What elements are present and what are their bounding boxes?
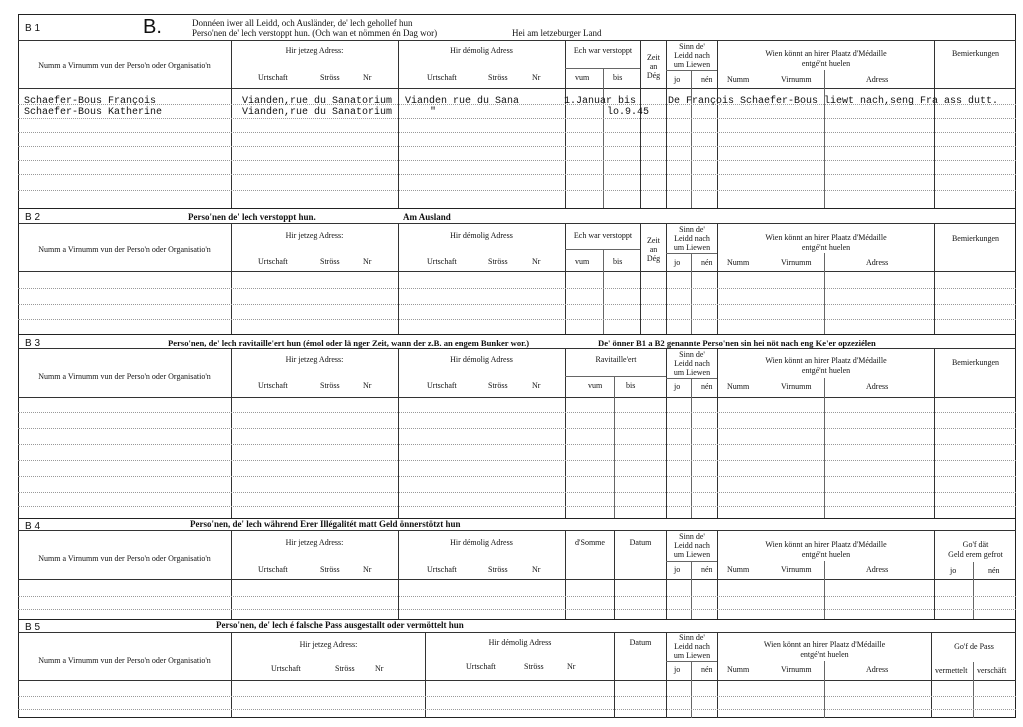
section-divider <box>18 619 1016 620</box>
col-line <box>691 70 692 208</box>
col-medal-2: entgé'nt huelen <box>801 366 851 375</box>
col-street: Ströss <box>320 381 340 390</box>
form-letter-b: B. <box>143 16 162 38</box>
col-medal-first: Virnumm <box>781 565 812 574</box>
col-medal-first: Virnumm <box>781 258 812 267</box>
col-time-1: Zeit <box>647 236 660 245</box>
col-no: nén <box>701 75 713 84</box>
col-line <box>824 561 825 619</box>
section-b3-label: B 3 <box>25 338 41 349</box>
col-yes: jo <box>674 258 681 267</box>
col-purpose-3: um Liewen <box>673 243 711 252</box>
subheader-line <box>666 378 717 379</box>
entry-from: 1.Januar bis <box>564 96 637 107</box>
divider <box>18 632 1016 633</box>
col-nr: Nr <box>375 664 384 673</box>
subheader-line <box>565 249 640 250</box>
col-no: nén <box>988 566 1000 575</box>
col-from: vum <box>575 73 590 82</box>
col-town: Urtschaft <box>427 73 457 82</box>
col-current-address: Hir jetzeg Adress: <box>285 46 344 55</box>
divider <box>18 271 1016 272</box>
col-town: Urtschaft <box>258 257 288 266</box>
col-date: Datum <box>629 638 652 647</box>
col-time-3: Dég <box>646 71 661 80</box>
col-street: Ströss <box>320 565 340 574</box>
col-line <box>691 561 692 619</box>
col-remarks: Bemierkungen <box>951 49 1000 58</box>
col-line <box>603 249 604 334</box>
col-medal-name: Numm <box>727 665 750 674</box>
entry-name-2: Schaefer-Bous Katherine <box>24 107 163 118</box>
col-from: vum <box>588 381 603 390</box>
divider <box>18 40 1016 41</box>
col-nr: Nr <box>363 73 372 82</box>
col-medal-address: Adress <box>866 665 889 674</box>
col-line <box>603 68 604 208</box>
col-line <box>398 40 399 208</box>
col-remarks: Bemierkungen <box>951 234 1000 243</box>
row-line <box>18 190 1016 191</box>
col-passed: vermettelt <box>935 666 968 675</box>
col-no: nén <box>701 382 713 391</box>
entry-note: De François Schaefer-Bous liewt nach,seng Fra ass dutt. <box>668 96 999 107</box>
section-b2-subtitle: Am Ausland <box>403 212 451 222</box>
col-medal-name: Numm <box>727 75 750 84</box>
section-b4-title: Perso'nen, de' lech während Erer Illégalitét matt Geld önnerstötzt hun <box>190 519 461 529</box>
col-medal-name: Numm <box>727 565 750 574</box>
row-line <box>18 319 1016 320</box>
col-street: Ströss <box>524 662 544 671</box>
row-line <box>18 132 1016 133</box>
subheader-line <box>666 661 717 662</box>
col-former-address: Hir démolig Adress <box>450 46 513 55</box>
col-line <box>691 378 692 518</box>
col-passport: Go'f de Pass <box>954 642 994 651</box>
row-line <box>18 709 1016 710</box>
row-line <box>18 304 1016 305</box>
col-time-2: an <box>649 62 658 71</box>
col-street: Ströss <box>488 381 508 390</box>
col-purpose-1: Sinn de' <box>679 532 705 541</box>
col-street: Ströss <box>335 664 355 673</box>
row-line <box>18 118 1016 119</box>
entry-to: lo.9.45 <box>607 107 650 118</box>
subheader-line <box>565 376 666 377</box>
section-b2-label: B 2 <box>25 212 41 223</box>
col-former-address: Hir démolig Adress <box>450 538 513 547</box>
section-b1-label: B 1 <box>25 23 41 34</box>
col-street: Ströss <box>488 565 508 574</box>
col-nr: Nr <box>363 381 372 390</box>
col-line <box>691 253 692 334</box>
divider <box>18 397 1016 398</box>
col-purpose-3: um Liewen <box>673 550 711 559</box>
col-to: bis <box>613 257 623 266</box>
row-line <box>18 444 1016 445</box>
col-purpose-1: Sinn de' <box>679 633 705 642</box>
col-line <box>824 253 825 334</box>
row-line <box>18 146 1016 147</box>
col-town: Urtschaft <box>427 381 457 390</box>
section-b4-label: B 4 <box>25 521 41 532</box>
col-line <box>973 562 974 619</box>
col-yes: jo <box>950 566 957 575</box>
col-purpose-2: Leidd nach <box>674 541 710 550</box>
col-no: nén <box>701 665 713 674</box>
col-street: Ströss <box>320 257 340 266</box>
row-line <box>18 596 1016 597</box>
row-line <box>18 174 1016 175</box>
col-street: Ströss <box>488 257 508 266</box>
col-hidden: Ech war verstoppt <box>573 46 633 55</box>
col-town: Urtschaft <box>466 662 496 671</box>
col-purpose-2: Leidd nach <box>674 359 710 368</box>
col-time-2: an <box>649 245 658 254</box>
entry-name-1: Schaefer-Bous François <box>24 96 157 107</box>
row-line <box>18 609 1016 610</box>
section-divider <box>18 334 1016 335</box>
col-yes: jo <box>674 75 681 84</box>
col-medal-name: Numm <box>727 382 750 391</box>
col-medal-1: Wien könnt an hirer Plaatz d'Médaille <box>765 540 887 549</box>
col-yes: jo <box>674 382 681 391</box>
section-b3-subtitle: De' önner B1 a B2 genannte Perso'nen sin hei nöt nach eng Ke'er opzeziélen <box>598 338 876 348</box>
col-name-header: Numm a Virnumm vun der Perso'n oder Organisatio'n <box>38 656 211 665</box>
col-purpose-2: Leidd nach <box>674 642 710 651</box>
col-money-1: Go'f dät <box>962 540 989 549</box>
col-hidden: Ech war verstoppt <box>573 231 633 240</box>
col-name-header: Numm a Virnumm vun der Perso'n oder Organisatio'n <box>38 372 211 381</box>
col-purpose-1: Sinn de' <box>679 42 705 51</box>
col-line <box>824 378 825 518</box>
header-location: Hei am letzeburger Land <box>512 28 602 38</box>
col-line <box>824 70 825 208</box>
subheader-line <box>666 561 717 562</box>
col-medal-1: Wien könnt an hirer Plaatz d'Médaille <box>765 356 887 365</box>
header-line-2: Perso'nen de' lech verstoppt hun. (Och wan et nömmen én Dag wor) <box>192 28 438 38</box>
col-line <box>614 376 615 518</box>
col-name-header: Numm a Virnumm vun der Perso'n oder Organisatio'n <box>38 61 211 70</box>
divider <box>18 579 1016 580</box>
col-sum: d'Somme <box>575 538 605 547</box>
col-time-1: Zeit <box>647 53 660 62</box>
col-current-address: Hir jetzeg Adress: <box>285 538 344 547</box>
col-former-address: Hir démolig Adress <box>450 231 513 240</box>
col-medal-1: Wien könnt an hirer Plaatz d'Médaille <box>763 640 886 649</box>
col-nr: Nr <box>532 257 541 266</box>
row-line <box>18 506 1016 507</box>
section-divider <box>18 208 1016 209</box>
subheader-line <box>565 68 640 69</box>
divider <box>18 223 1016 224</box>
col-line <box>231 40 232 208</box>
col-line <box>565 40 566 208</box>
divider <box>18 530 1016 531</box>
col-town: Urtschaft <box>258 381 288 390</box>
col-current-address: Hir jetzeg Adress: <box>299 640 358 649</box>
col-forged: verschäft <box>977 666 1007 675</box>
col-former-address: Hir démolig Adress <box>450 355 513 364</box>
col-date: Datum <box>629 538 652 547</box>
col-medal-address: Adress <box>866 75 889 84</box>
col-nr: Nr <box>532 73 541 82</box>
col-purpose-1: Sinn de' <box>679 350 705 359</box>
section-b5-title: Perso'nen, de' lech é falsche Pass ausgestallt oder vermöttelt hun <box>216 620 464 630</box>
col-purpose-3: um Liewen <box>673 368 711 377</box>
section-b2-title: Perso'nen de' lech verstoppt hun. <box>188 212 316 222</box>
header-line-1: Donnéen iwer all Leidd, och Ausländer, de' lech gehollef hun <box>192 18 413 28</box>
col-medal-2: entgé'nt huelen <box>801 550 851 559</box>
subheader-line <box>666 253 717 254</box>
entry-former-2: " <box>430 107 437 118</box>
col-nr: Nr <box>363 257 372 266</box>
divider <box>18 88 1016 89</box>
col-medal-2: entgé'nt huelen <box>801 243 851 252</box>
col-from: vum <box>575 257 590 266</box>
col-medal-first: Virnumm <box>781 75 812 84</box>
col-medal-2: entgé'nt huelen <box>801 59 851 68</box>
section-b5-label: B 5 <box>25 622 41 633</box>
col-medal-1: Wien könnt an hirer Plaatz d'Médaille <box>765 233 887 242</box>
col-name-header: Numm a Virnumm vun der Perso'n oder Organisatio'n <box>38 554 211 563</box>
col-medal-name: Numm <box>727 258 750 267</box>
divider <box>18 680 1016 681</box>
row-line <box>18 412 1016 413</box>
col-nr: Nr <box>567 662 576 671</box>
subheader-line <box>666 70 717 71</box>
col-no: nén <box>701 258 713 267</box>
col-medal-first: Virnumm <box>781 382 812 391</box>
col-medal-address: Adress <box>866 382 889 391</box>
row-line <box>18 160 1016 161</box>
entry-current-1: Vianden,rue du Sanatorium <box>242 96 393 107</box>
col-nr: Nr <box>363 565 372 574</box>
entry-current-2: Vianden,rue du Sanatorium <box>242 107 393 118</box>
col-street: Ströss <box>488 73 508 82</box>
col-medal-1: Wien könnt an hirer Plaatz d'Médaille <box>765 49 887 58</box>
col-purpose-2: Leidd nach <box>674 234 710 243</box>
col-street: Ströss <box>320 73 340 82</box>
col-line <box>934 40 935 208</box>
col-town: Urtschaft <box>427 257 457 266</box>
col-town: Urtschaft <box>258 73 288 82</box>
col-to: bis <box>626 381 636 390</box>
row-line <box>18 460 1016 461</box>
col-medal-address: Adress <box>866 565 889 574</box>
col-time-3: Dég <box>646 254 661 263</box>
row-line <box>18 288 1016 289</box>
col-medal-first: Virnumm <box>781 665 812 674</box>
row-line <box>18 476 1016 477</box>
col-no: nén <box>701 565 713 574</box>
divider <box>18 348 1016 349</box>
col-money-2: Geld erem gefrot <box>948 550 1003 559</box>
col-name-header: Numm a Virnumm vun der Perso'n oder Organisatio'n <box>38 245 211 254</box>
col-yes: jo <box>674 565 681 574</box>
col-current-address: Hir jetzeg Adress: <box>285 355 344 364</box>
col-town: Urtschaft <box>271 664 301 673</box>
col-town: Urtschaft <box>427 565 457 574</box>
entry-former-1: Vianden rue du Sana <box>405 96 520 107</box>
col-former-address: Hir démolig Adress <box>488 638 552 647</box>
col-yes: jo <box>674 665 681 674</box>
col-to: bis <box>613 73 623 82</box>
col-nr: Nr <box>532 381 541 390</box>
col-purpose-2: Leidd nach <box>674 51 710 60</box>
col-purpose-1: Sinn de' <box>679 225 705 234</box>
row-line <box>18 696 1016 697</box>
row-line <box>18 428 1016 429</box>
col-town: Urtschaft <box>258 565 288 574</box>
row-line <box>18 492 1016 493</box>
section-divider <box>18 518 1016 519</box>
col-purpose-3: um Liewen <box>673 60 711 69</box>
col-supplied: Ravitaille'ert <box>595 355 637 364</box>
col-nr: Nr <box>532 565 541 574</box>
col-medal-address: Adress <box>866 258 889 267</box>
section-b3-title: Perso'nen, de' lech ravitaille'ert hun (émol oder lä nger Zeit, wann der z.B. an engem Bunker wor.) <box>168 338 530 348</box>
col-purpose-3: um Liewen <box>673 651 711 660</box>
col-current-address: Hir jetzeg Adress: <box>285 231 344 240</box>
col-medal-2: entgé'nt huelen <box>800 650 849 659</box>
col-remarks: Bemierkungen <box>951 358 1000 367</box>
